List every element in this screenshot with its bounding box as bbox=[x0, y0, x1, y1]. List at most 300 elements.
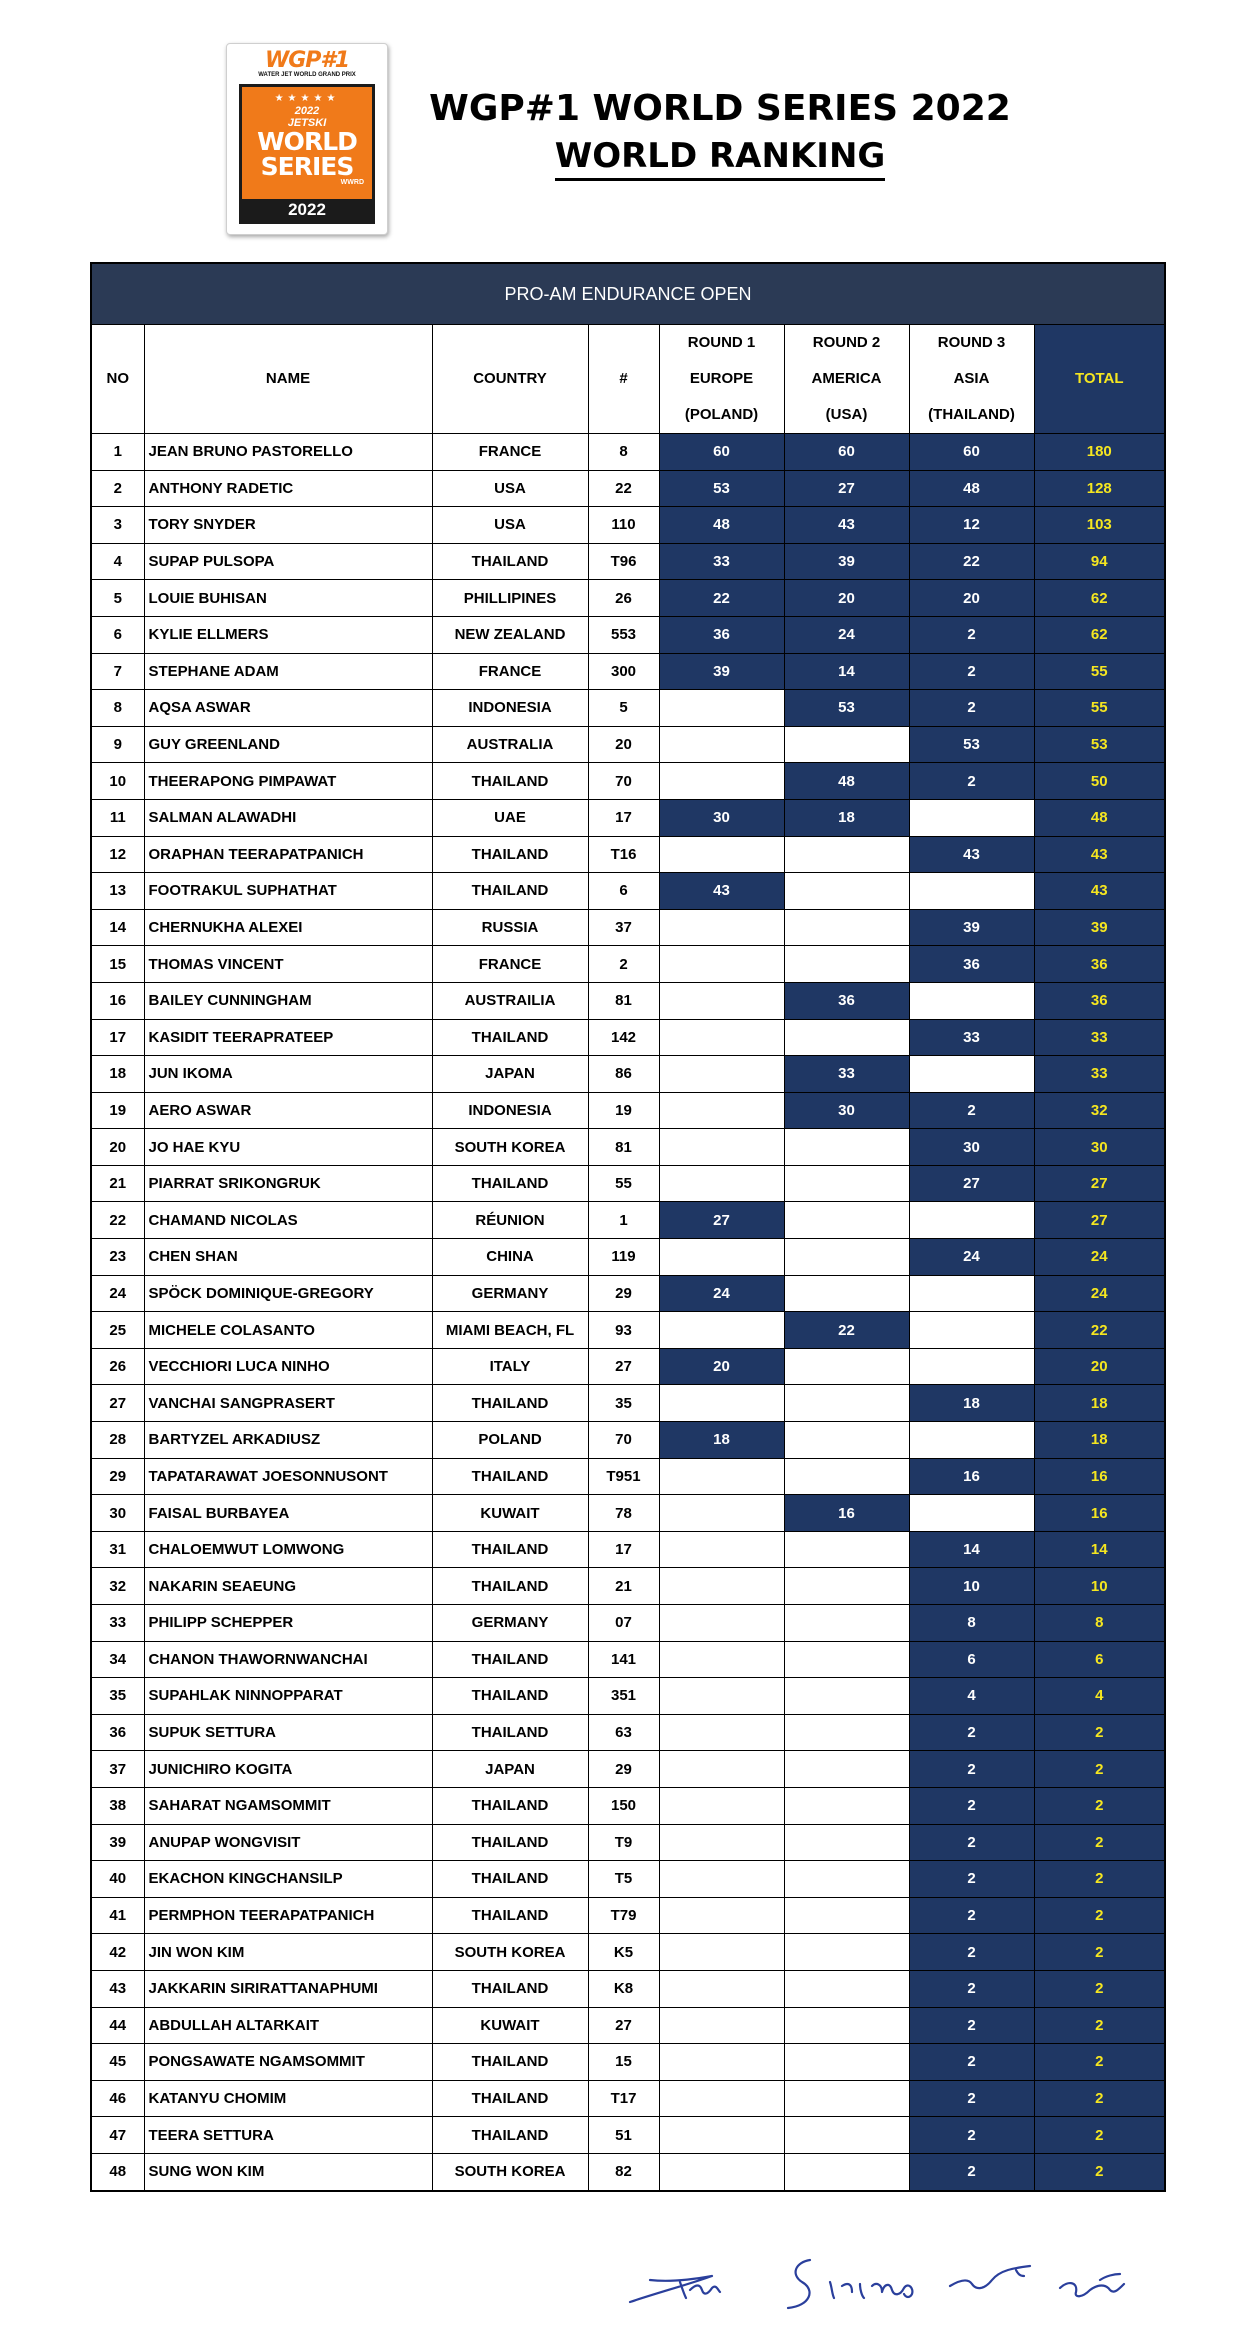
cell-r3: 12 bbox=[909, 507, 1034, 544]
cell-total: 2 bbox=[1034, 2044, 1165, 2081]
round3-region: ASIA bbox=[953, 370, 990, 387]
cell-r1 bbox=[659, 1824, 784, 1861]
table-row bbox=[91, 1056, 1165, 1093]
table-row bbox=[91, 434, 1165, 471]
cell-r1 bbox=[659, 726, 784, 763]
cell-country: AUSTRALIA bbox=[432, 726, 588, 763]
cell-total: 43 bbox=[1034, 873, 1165, 910]
cell-name: KASIDIT TEERAPRATEEP bbox=[144, 1019, 432, 1056]
cell-total: 180 bbox=[1034, 434, 1165, 471]
cell-name: PIARRAT SRIKONGRUK bbox=[144, 1165, 432, 1202]
cell-no: 33 bbox=[91, 1605, 144, 1642]
cell-country: RUSSIA bbox=[432, 909, 588, 946]
cell-no: 23 bbox=[91, 1239, 144, 1276]
cell-r2 bbox=[784, 1897, 909, 1934]
cell-r3: 6 bbox=[909, 1641, 1034, 1678]
cell-r3: 2 bbox=[909, 690, 1034, 727]
cell-r1 bbox=[659, 1385, 784, 1422]
cell-no: 18 bbox=[91, 1056, 144, 1093]
cell-name: JAKKARIN SIRIRATTANAPHUMI bbox=[144, 1970, 432, 2007]
cell-num: 6 bbox=[588, 873, 659, 910]
cell-r3: 2 bbox=[909, 1861, 1034, 1898]
cell-r1: 36 bbox=[659, 616, 784, 653]
cell-name: CHERNUKHA ALEXEI bbox=[144, 909, 432, 946]
cell-num: 21 bbox=[588, 1568, 659, 1605]
signature-3 bbox=[950, 2266, 1030, 2288]
cell-r2: 30 bbox=[784, 1092, 909, 1129]
cell-total: 14 bbox=[1034, 1531, 1165, 1568]
cell-total: 36 bbox=[1034, 982, 1165, 1019]
table-row bbox=[91, 946, 1165, 983]
cell-total: 2 bbox=[1034, 1934, 1165, 1971]
cell-r1: 22 bbox=[659, 580, 784, 617]
cell-r3: 60 bbox=[909, 434, 1034, 471]
cell-no: 45 bbox=[91, 2044, 144, 2081]
cell-country: SOUTH KOREA bbox=[432, 2153, 588, 2190]
cell-name: JUN IKOMA bbox=[144, 1056, 432, 1093]
cell-total: 18 bbox=[1034, 1422, 1165, 1459]
table-row bbox=[91, 2153, 1165, 2190]
cell-r1 bbox=[659, 1239, 784, 1276]
table-row bbox=[91, 1824, 1165, 1861]
cell-r2 bbox=[784, 1385, 909, 1422]
cell-r3: 43 bbox=[909, 836, 1034, 873]
cell-total: 94 bbox=[1034, 543, 1165, 580]
cell-r3: 2 bbox=[909, 1824, 1034, 1861]
cell-r3: 2 bbox=[909, 1970, 1034, 2007]
cell-r1 bbox=[659, 1312, 784, 1349]
table-row bbox=[91, 1970, 1165, 2007]
column-header-round1 bbox=[659, 325, 784, 434]
cell-country: THAILAND bbox=[432, 1385, 588, 1422]
cell-no: 5 bbox=[91, 580, 144, 617]
cell-country: FRANCE bbox=[432, 946, 588, 983]
cell-country: THAILAND bbox=[432, 1897, 588, 1934]
cell-total: 33 bbox=[1034, 1056, 1165, 1093]
cell-r1: 60 bbox=[659, 434, 784, 471]
cell-r2 bbox=[784, 909, 909, 946]
cell-r2 bbox=[784, 1861, 909, 1898]
cell-name: ABDULLAH ALTARKAIT bbox=[144, 2007, 432, 2044]
cell-name: VECCHIORI LUCA NINHO bbox=[144, 1348, 432, 1385]
cell-country: INDONESIA bbox=[432, 1092, 588, 1129]
cell-country: THAILAND bbox=[432, 1970, 588, 2007]
column-header-no: NO bbox=[91, 325, 144, 434]
cell-total: 128 bbox=[1034, 470, 1165, 507]
cell-r3 bbox=[909, 873, 1034, 910]
cell-name: AQSA ASWAR bbox=[144, 690, 432, 727]
cell-name: PERMPHON TEERAPATPANICH bbox=[144, 1897, 432, 1934]
logo-year: 2022 bbox=[242, 199, 372, 221]
cell-country: THAILAND bbox=[432, 836, 588, 873]
cell-country: NEW ZEALAND bbox=[432, 616, 588, 653]
cell-num: 29 bbox=[588, 1751, 659, 1788]
cell-total: 55 bbox=[1034, 690, 1165, 727]
table-row bbox=[91, 1385, 1165, 1422]
round2-label: ROUND 2 bbox=[812, 334, 881, 351]
table-row bbox=[91, 1678, 1165, 1715]
cell-name: TEERA SETTURA bbox=[144, 2117, 432, 2154]
cell-num: 70 bbox=[588, 1422, 659, 1459]
table-row bbox=[91, 1934, 1165, 1971]
cell-r2 bbox=[784, 726, 909, 763]
cell-r1 bbox=[659, 1568, 784, 1605]
cell-r1 bbox=[659, 1092, 784, 1129]
ranking-body bbox=[91, 434, 1165, 2191]
cell-country: THAILAND bbox=[432, 1787, 588, 1824]
cell-r1 bbox=[659, 1165, 784, 1202]
cell-r3: 27 bbox=[909, 1165, 1034, 1202]
cell-r3: 39 bbox=[909, 909, 1034, 946]
cell-country: THAILAND bbox=[432, 1824, 588, 1861]
wgp-world-series-logo bbox=[226, 43, 388, 235]
cell-r1 bbox=[659, 1458, 784, 1495]
category-header-row bbox=[91, 263, 1165, 325]
cell-name: KATANYU CHOMIM bbox=[144, 2080, 432, 2117]
cell-r1 bbox=[659, 1751, 784, 1788]
table-row bbox=[91, 690, 1165, 727]
column-header-round2 bbox=[784, 325, 909, 434]
cell-r2 bbox=[784, 1129, 909, 1166]
cell-country: SOUTH KOREA bbox=[432, 1129, 588, 1166]
logo-brand-text: WWRD bbox=[340, 179, 364, 186]
cell-total: 22 bbox=[1034, 1312, 1165, 1349]
cell-r2: 24 bbox=[784, 616, 909, 653]
cell-num: K5 bbox=[588, 1934, 659, 1971]
cell-total: 30 bbox=[1034, 1129, 1165, 1166]
logo-stars-icon: ★★★★★ bbox=[274, 93, 340, 104]
cell-no: 47 bbox=[91, 2117, 144, 2154]
cell-country: THAILAND bbox=[432, 763, 588, 800]
cell-country: THAILAND bbox=[432, 1714, 588, 1751]
cell-r1 bbox=[659, 2080, 784, 2117]
cell-no: 37 bbox=[91, 1751, 144, 1788]
logo-series-text: SERIES bbox=[260, 152, 354, 181]
table-row bbox=[91, 470, 1165, 507]
cell-r2 bbox=[784, 1019, 909, 1056]
cell-no: 41 bbox=[91, 1897, 144, 1934]
table-row bbox=[91, 1019, 1165, 1056]
cell-total: 2 bbox=[1034, 1787, 1165, 1824]
cell-r2: 48 bbox=[784, 763, 909, 800]
cell-name: THEERAPONG PIMPAWAT bbox=[144, 763, 432, 800]
cell-name: CHAMAND NICOLAS bbox=[144, 1202, 432, 1239]
table-row bbox=[91, 1312, 1165, 1349]
logo-badge bbox=[239, 84, 375, 224]
logo-world-text: WORLD bbox=[257, 127, 357, 156]
cell-num: 86 bbox=[588, 1056, 659, 1093]
cell-name: NAKARIN SEAEUNG bbox=[144, 1568, 432, 1605]
cell-r2: 20 bbox=[784, 580, 909, 617]
cell-r2 bbox=[784, 1934, 909, 1971]
cell-r2 bbox=[784, 1422, 909, 1459]
cell-num: 78 bbox=[588, 1495, 659, 1532]
cell-country: USA bbox=[432, 507, 588, 544]
cell-country: GERMANY bbox=[432, 1275, 588, 1312]
cell-num: 07 bbox=[588, 1605, 659, 1642]
cell-r2 bbox=[784, 1605, 909, 1642]
table-row bbox=[91, 653, 1165, 690]
cell-r3: 2 bbox=[909, 1751, 1034, 1788]
cell-r2: 22 bbox=[784, 1312, 909, 1349]
cell-no: 16 bbox=[91, 982, 144, 1019]
cell-r1: 27 bbox=[659, 1202, 784, 1239]
cell-r3 bbox=[909, 982, 1034, 1019]
cell-r3: 2 bbox=[909, 2117, 1034, 2154]
cell-name: VANCHAI SANGPRASERT bbox=[144, 1385, 432, 1422]
cell-country: INDONESIA bbox=[432, 690, 588, 727]
cell-num: 26 bbox=[588, 580, 659, 617]
cell-r3: 8 bbox=[909, 1605, 1034, 1642]
cell-country: THAILAND bbox=[432, 543, 588, 580]
column-header-number: # bbox=[588, 325, 659, 434]
cell-no: 22 bbox=[91, 1202, 144, 1239]
cell-no: 19 bbox=[91, 1092, 144, 1129]
cell-no: 39 bbox=[91, 1824, 144, 1861]
cell-name: TORY SNYDER bbox=[144, 507, 432, 544]
cell-name: JEAN BRUNO PASTORELLO bbox=[144, 434, 432, 471]
cell-r1 bbox=[659, 1605, 784, 1642]
round2-location: (USA) bbox=[825, 406, 868, 423]
cell-r3: 16 bbox=[909, 1458, 1034, 1495]
cell-country: FRANCE bbox=[432, 653, 588, 690]
round3-location: (THAILAND) bbox=[928, 406, 1015, 423]
cell-r2 bbox=[784, 1531, 909, 1568]
cell-name: SUNG WON KIM bbox=[144, 2153, 432, 2190]
cell-no: 4 bbox=[91, 543, 144, 580]
cell-no: 38 bbox=[91, 1787, 144, 1824]
cell-r2 bbox=[784, 2153, 909, 2190]
cell-no: 34 bbox=[91, 1641, 144, 1678]
cell-r1 bbox=[659, 1861, 784, 1898]
cell-total: 24 bbox=[1034, 1275, 1165, 1312]
cell-no: 31 bbox=[91, 1531, 144, 1568]
cell-r1 bbox=[659, 1934, 784, 1971]
cell-r1 bbox=[659, 1897, 784, 1934]
cell-country: THAILAND bbox=[432, 1568, 588, 1605]
cell-total: 2 bbox=[1034, 2117, 1165, 2154]
round1-region: EUROPE bbox=[689, 370, 754, 387]
cell-r1: 20 bbox=[659, 1348, 784, 1385]
cell-r1 bbox=[659, 2007, 784, 2044]
cell-r3: 22 bbox=[909, 543, 1034, 580]
cell-total: 2 bbox=[1034, 1861, 1165, 1898]
cell-name: ANTHONY RADETIC bbox=[144, 470, 432, 507]
table-row bbox=[91, 1092, 1165, 1129]
cell-country: KUWAIT bbox=[432, 2007, 588, 2044]
cell-total: 33 bbox=[1034, 1019, 1165, 1056]
table-row bbox=[91, 836, 1165, 873]
table-row bbox=[91, 1495, 1165, 1532]
cell-r3 bbox=[909, 1348, 1034, 1385]
cell-r1 bbox=[659, 1531, 784, 1568]
cell-country: THAILAND bbox=[432, 1531, 588, 1568]
cell-r3: 2 bbox=[909, 616, 1034, 653]
cell-country: PHILLIPINES bbox=[432, 580, 588, 617]
cell-total: 18 bbox=[1034, 1385, 1165, 1422]
cell-r1: 48 bbox=[659, 507, 784, 544]
round1-location: (POLAND) bbox=[684, 406, 759, 423]
cell-no: 28 bbox=[91, 1422, 144, 1459]
cell-r3: 2 bbox=[909, 2153, 1034, 2190]
cell-r2 bbox=[784, 1458, 909, 1495]
cell-num: 142 bbox=[588, 1019, 659, 1056]
cell-name: THOMAS VINCENT bbox=[144, 946, 432, 983]
cell-r1: 30 bbox=[659, 799, 784, 836]
cell-total: 36 bbox=[1034, 946, 1165, 983]
cell-r2: 39 bbox=[784, 543, 909, 580]
cell-num: K8 bbox=[588, 1970, 659, 2007]
table-row bbox=[91, 543, 1165, 580]
cell-num: T17 bbox=[588, 2080, 659, 2117]
page-subtitle bbox=[520, 136, 920, 176]
cell-total: 27 bbox=[1034, 1202, 1165, 1239]
cell-r2 bbox=[784, 1348, 909, 1385]
cell-no: 29 bbox=[91, 1458, 144, 1495]
cell-num: 119 bbox=[588, 1239, 659, 1276]
cell-r1 bbox=[659, 763, 784, 800]
cell-r3: 2 bbox=[909, 1934, 1034, 1971]
table-row bbox=[91, 982, 1165, 1019]
cell-r2 bbox=[784, 1239, 909, 1276]
table-row bbox=[91, 2007, 1165, 2044]
cell-num: 351 bbox=[588, 1678, 659, 1715]
cell-r3 bbox=[909, 799, 1034, 836]
logo-small-year: 2022 bbox=[294, 105, 320, 117]
cell-no: 36 bbox=[91, 1714, 144, 1751]
cell-r2: 36 bbox=[784, 982, 909, 1019]
cell-num: 17 bbox=[588, 799, 659, 836]
cell-r3: 2 bbox=[909, 2080, 1034, 2117]
cell-r1 bbox=[659, 946, 784, 983]
table-row bbox=[91, 2117, 1165, 2154]
cell-r3: 2 bbox=[909, 1787, 1034, 1824]
cell-no: 26 bbox=[91, 1348, 144, 1385]
cell-country: UAE bbox=[432, 799, 588, 836]
page-title: WGP#1 WORLD SERIES 2022 bbox=[429, 88, 1011, 129]
cell-r1 bbox=[659, 1019, 784, 1056]
cell-r1 bbox=[659, 1970, 784, 2007]
cell-no: 11 bbox=[91, 799, 144, 836]
cell-r3 bbox=[909, 1056, 1034, 1093]
cell-name: SUPUK SETTURA bbox=[144, 1714, 432, 1751]
cell-r2 bbox=[784, 2044, 909, 2081]
cell-country: THAILAND bbox=[432, 2080, 588, 2117]
cell-country: THAILAND bbox=[432, 2044, 588, 2081]
cell-r1 bbox=[659, 2044, 784, 2081]
logo-header bbox=[239, 50, 375, 78]
cell-no: 7 bbox=[91, 653, 144, 690]
cell-total: 2 bbox=[1034, 2080, 1165, 2117]
cell-total: 2 bbox=[1034, 1824, 1165, 1861]
cell-total: 24 bbox=[1034, 1239, 1165, 1276]
cell-r3: 2 bbox=[909, 763, 1034, 800]
cell-r2 bbox=[784, 1787, 909, 1824]
cell-r3: 18 bbox=[909, 1385, 1034, 1422]
cell-r2 bbox=[784, 1678, 909, 1715]
table-row bbox=[91, 763, 1165, 800]
cell-r3 bbox=[909, 1275, 1034, 1312]
cell-country: SOUTH KOREA bbox=[432, 1934, 588, 1971]
cell-r2 bbox=[784, 1165, 909, 1202]
page-subtitle-text: WORLD RANKING bbox=[555, 136, 886, 181]
cell-r3: 48 bbox=[909, 470, 1034, 507]
cell-no: 20 bbox=[91, 1129, 144, 1166]
cell-country: JAPAN bbox=[432, 1056, 588, 1093]
round1-label: ROUND 1 bbox=[687, 334, 756, 351]
column-header-row bbox=[91, 325, 1165, 434]
cell-r3: 20 bbox=[909, 580, 1034, 617]
cell-r3: 24 bbox=[909, 1239, 1034, 1276]
cell-country: THAILAND bbox=[432, 1678, 588, 1715]
cell-num: T951 bbox=[588, 1458, 659, 1495]
cell-r2: 18 bbox=[784, 799, 909, 836]
cell-num: 37 bbox=[588, 909, 659, 946]
cell-r1: 53 bbox=[659, 470, 784, 507]
cell-r3: 2 bbox=[909, 2044, 1034, 2081]
cell-num: 5 bbox=[588, 690, 659, 727]
cell-no: 8 bbox=[91, 690, 144, 727]
cell-r1 bbox=[659, 2153, 784, 2190]
table-row bbox=[91, 1714, 1165, 1751]
cell-num: 51 bbox=[588, 2117, 659, 2154]
cell-num: 8 bbox=[588, 434, 659, 471]
cell-country: FRANCE bbox=[432, 434, 588, 471]
cell-country: GERMANY bbox=[432, 1605, 588, 1642]
cell-country: AUSTRAILIA bbox=[432, 982, 588, 1019]
table-row bbox=[91, 799, 1165, 836]
cell-no: 12 bbox=[91, 836, 144, 873]
cell-total: 55 bbox=[1034, 653, 1165, 690]
cell-name: ANUPAP WONGVISIT bbox=[144, 1824, 432, 1861]
table-row bbox=[91, 2044, 1165, 2081]
cell-no: 3 bbox=[91, 507, 144, 544]
signature-4 bbox=[1060, 2274, 1124, 2296]
cell-name: PONGSAWATE NGAMSOMMIT bbox=[144, 2044, 432, 2081]
cell-r2 bbox=[784, 2007, 909, 2044]
cell-num: 35 bbox=[588, 1385, 659, 1422]
cell-country: THAILAND bbox=[432, 1458, 588, 1495]
cell-num: 70 bbox=[588, 763, 659, 800]
cell-r2 bbox=[784, 1202, 909, 1239]
cell-no: 21 bbox=[91, 1165, 144, 1202]
cell-r1 bbox=[659, 1714, 784, 1751]
cell-r1 bbox=[659, 1056, 784, 1093]
cell-total: 39 bbox=[1034, 909, 1165, 946]
cell-no: 15 bbox=[91, 946, 144, 983]
cell-num: T79 bbox=[588, 1897, 659, 1934]
cell-no: 24 bbox=[91, 1275, 144, 1312]
cell-r2 bbox=[784, 873, 909, 910]
cell-name: LOUIE BUHISAN bbox=[144, 580, 432, 617]
cell-country: THAILAND bbox=[432, 2117, 588, 2154]
table-row bbox=[91, 1568, 1165, 1605]
cell-country: JAPAN bbox=[432, 1751, 588, 1788]
table-row bbox=[91, 1861, 1165, 1898]
cell-name: SPÖCK DOMINIQUE-GREGORY bbox=[144, 1275, 432, 1312]
cell-country: THAILAND bbox=[432, 873, 588, 910]
cell-num: 19 bbox=[588, 1092, 659, 1129]
column-header-country: COUNTRY bbox=[432, 325, 588, 434]
cell-r3 bbox=[909, 1202, 1034, 1239]
cell-r2 bbox=[784, 1641, 909, 1678]
cell-total: 10 bbox=[1034, 1568, 1165, 1605]
cell-r1 bbox=[659, 1129, 784, 1166]
cell-no: 6 bbox=[91, 616, 144, 653]
cell-r1 bbox=[659, 1641, 784, 1678]
cell-total: 62 bbox=[1034, 580, 1165, 617]
cell-r2: 14 bbox=[784, 653, 909, 690]
